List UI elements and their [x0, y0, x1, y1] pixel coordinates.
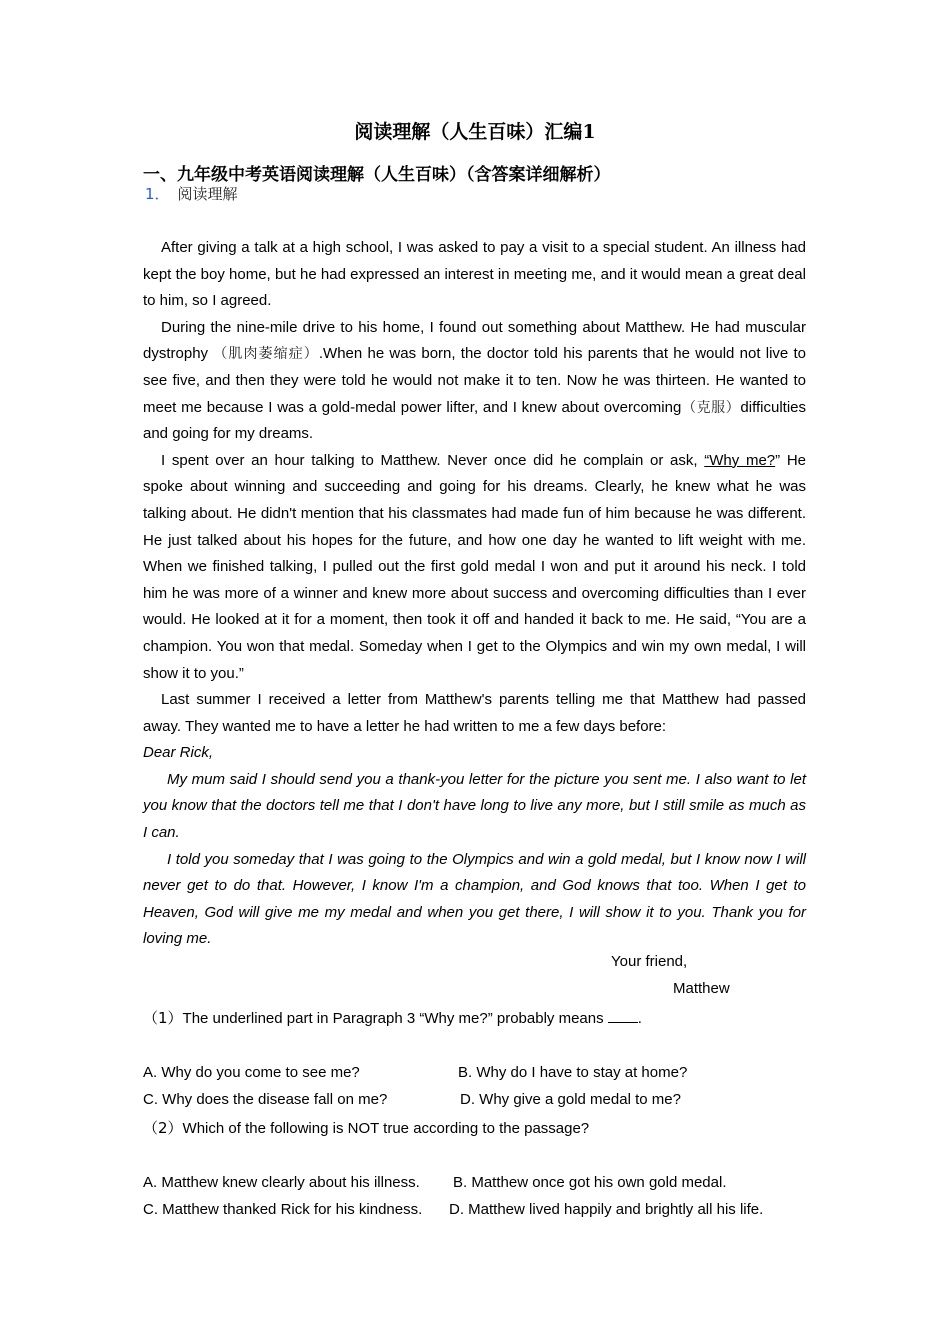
- question-1-option-c[interactable]: C. Why does the disease fall on me?: [143, 1091, 388, 1108]
- letter-paragraph-2: I told you someday that I was going to the Olympics and win a gold medal, but I know now I will never get to do that. However, I know I'm a champion, and God knows that too. When I get to Heaven, God will give me my medal and when you get there, I will show it to you. Thank you for loving me.: [143, 850, 806, 948]
- letter-closing: Your friend,: [611, 953, 688, 970]
- question-2-stem: （2）Which of the following is NOT true according to the passage?: [143, 1119, 590, 1137]
- letter-signature: Matthew: [673, 980, 730, 997]
- document-title: 阅读理解（人生百味）汇编1: [354, 121, 596, 143]
- letter-greeting: Dear Rick,: [143, 744, 214, 762]
- question-2-option-a[interactable]: A. Matthew knew clearly about his illness.: [143, 1174, 420, 1191]
- answer-blank[interactable]: [608, 1008, 638, 1023]
- question-2-option-d[interactable]: D. Matthew lived happily and brightly all his life.: [449, 1201, 764, 1218]
- question-1-stem: （1）The underlined part in Paragraph 3 “Why me?” probably means .: [143, 1009, 642, 1027]
- paragraph-2: During the nine-mile drive to his home, I found out something about Matthew. He had muscular dystrophy （肌肉萎缩症）.When he was born, the doctor told his parents that he would not live to see five, and then they were told he would not make it to ten. Now he was thirteen. He wanted to meet me because I was a gold-medal power lifter, and I knew about overcoming（克服）difficulties and going for my dreams.: [143, 318, 807, 443]
- paragraph-3: I spent over an hour talking to Matthew. Never once did he complain or ask, “Why me?” He spoke about winning and succeeding and going for his dreams. Clearly, he knew what he was talking about. He didn't mention that his classmates had made fun of him because he was different. He just talked about his hopes for the future, and how one day he wanted to lift weight with me. When we finished talking, I pulled out the first gold medal I won and put it around his neck. I told him he was more of a winner and knew more about success and overcoming difficulties than I ever would. He looked at it for a moment, then took it off and handed it back to me. He said, “You are a champion. You won that medal. Someday when I get to the Olympics and win my own medal, I will show it to you.”: [143, 451, 806, 682]
- question-2-option-c[interactable]: C. Matthew thanked Rick for his kindness.: [143, 1201, 423, 1218]
- question-type: 阅读理解: [177, 185, 238, 203]
- paragraph-4: Last summer I received a letter from Matthew's parents telling me that Matthew had passed away. They wanted me to have a letter he had written to me a few days before:: [143, 691, 806, 735]
- section-heading: 一、九年级中考英语阅读理解（人生百味）（含答案详细解析）: [143, 165, 611, 185]
- question-1-option-a[interactable]: A. Why do you come to see me?: [143, 1064, 360, 1081]
- question-1-option-d[interactable]: D. Why give a gold medal to me?: [460, 1091, 681, 1108]
- question-number: 1．: [145, 185, 170, 203]
- chinese-gloss: （克服）: [681, 399, 741, 416]
- chinese-gloss: （肌肉萎缩症）: [213, 346, 319, 363]
- paragraph-1: After giving a talk at a high school, I was asked to pay a visit to a special student. An illness had kept the boy home, but he had expressed an interest in meeting me, and it would mean a great deal to him, so I agreed.: [143, 239, 806, 310]
- question-2-option-b[interactable]: B. Matthew once got his own gold medal.: [453, 1174, 727, 1191]
- letter-paragraph-1: My mum said I should send you a thank-you letter for the picture you sent me. I also want to let you know that the doctors tell me that I don't have long to live any more, but I still smile as much as I can.: [143, 770, 806, 842]
- reading-passage: [143, 235, 806, 953]
- underlined-phrase: “Why me?: [704, 451, 776, 469]
- question-1-option-b[interactable]: B. Why do I have to stay at home?: [458, 1064, 688, 1081]
- question-label: [145, 183, 238, 204]
